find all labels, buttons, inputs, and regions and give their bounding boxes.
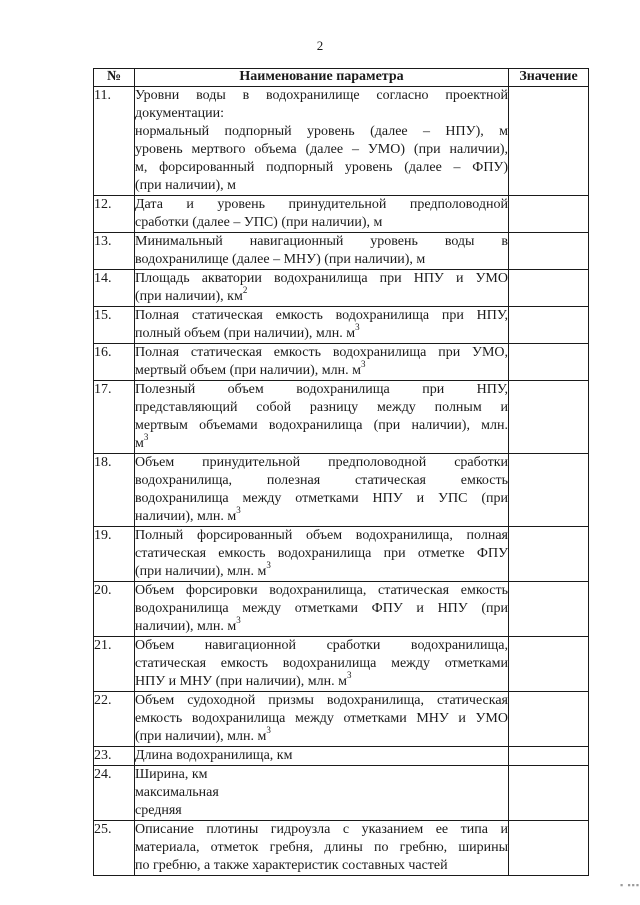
parameter-text: мертвым объемами водохранилища (при наличии), млн. [135, 418, 508, 433]
parameter-text: мертвый объем (при наличии), млн. м [135, 363, 361, 378]
parameter-text: Ширина, км [135, 767, 208, 782]
table-row [94, 344, 589, 381]
parameter-text: водохранилище (далее – МНУ) (при наличии), м [135, 252, 426, 267]
parameter-text-line [135, 655, 508, 673]
parameter-name [135, 270, 509, 307]
table-row [94, 692, 589, 747]
parameter-text-line [135, 527, 508, 545]
parameter-text: Описание плотины гидроузла с указанием ее типа и [135, 822, 508, 837]
parameter-text: нормальный подпорный уровень (далее – НПУ), м [135, 124, 508, 139]
parameter-text: (при наличии), м [135, 178, 237, 193]
parameter-text-line [135, 105, 508, 123]
parameter-text-line [135, 725, 508, 746]
parameter-text-line [135, 600, 508, 618]
parameter-value-cell[interactable] [509, 196, 589, 233]
parameter-text-line [135, 399, 508, 417]
row-number: 24. [94, 766, 135, 821]
parameter-text: (при наличии), км [135, 289, 243, 304]
table-row [94, 307, 589, 344]
parameter-name [135, 582, 509, 637]
parameter-text-line [135, 285, 508, 306]
parameter-text-line [135, 802, 508, 820]
parameter-value-cell[interactable] [509, 821, 589, 876]
parameter-text-line [135, 692, 508, 710]
row-number: 17. [94, 381, 135, 454]
parameter-text-line [135, 670, 508, 691]
parameter-text: наличии), млн. м [135, 509, 237, 524]
unit-superscript: 3 [236, 615, 241, 626]
parameter-text-line [135, 821, 508, 839]
parameter-text: Полная статическая емкость водохранилища при УМО, [135, 345, 508, 360]
row-number: 20. [94, 582, 135, 637]
unit-superscript: 3 [360, 359, 366, 370]
parameter-text: сработки (далее – УПС) (при наличии), м [135, 215, 383, 230]
row-number: 11. [94, 87, 135, 196]
parameter-text-line [135, 359, 508, 380]
unit-superscript: 2 [242, 285, 248, 296]
parameter-text: м [135, 436, 144, 451]
parameter-text-line [135, 270, 508, 288]
parameter-name [135, 233, 509, 270]
parameter-text: наличии), млн. м [135, 619, 237, 634]
row-number: 13. [94, 233, 135, 270]
parameter-text-line [135, 582, 508, 600]
parameter-text-line [135, 214, 508, 232]
parameter-name [135, 454, 509, 527]
unit-superscript: 3 [266, 725, 271, 736]
row-number: 15. [94, 307, 135, 344]
parameter-text: Объем навигационной сработки водохранилища, [135, 638, 508, 653]
table-row [94, 196, 589, 233]
parameter-text-line [135, 123, 508, 141]
unit-superscript: 3 [236, 505, 241, 516]
parameter-value-cell[interactable] [509, 307, 589, 344]
row-number: 16. [94, 344, 135, 381]
parameter-value-cell[interactable] [509, 344, 589, 381]
parameter-text: статическая емкость водохранилища при отметке ФПУ [135, 546, 508, 561]
parameter-value-cell[interactable] [509, 766, 589, 821]
parameter-value-cell[interactable] [509, 637, 589, 692]
parameter-text-line [135, 87, 508, 105]
parameter-text: Дата и уровень принудительной предполоводной [135, 197, 508, 212]
table-row [94, 270, 589, 307]
parameter-name [135, 87, 509, 196]
table-row [94, 454, 589, 527]
parameters-table [93, 68, 589, 876]
unit-superscript: 3 [143, 432, 149, 443]
parameter-text-line [135, 177, 508, 195]
parameter-text: Уровни воды в водохранилище согласно проектной [135, 88, 508, 103]
column-header-parameter: Наименование параметра [135, 69, 509, 87]
parameter-text-line [135, 322, 508, 343]
table-row [94, 87, 589, 196]
parameter-value-cell[interactable] [509, 527, 589, 582]
table-row [94, 582, 589, 637]
parameter-text: Площадь акватории водохранилища при НПУ и УМО [135, 271, 508, 286]
parameter-value-cell[interactable] [509, 87, 589, 196]
parameter-text-line [135, 560, 508, 581]
parameter-name [135, 527, 509, 582]
parameter-text: уровень мертвого объема (далее – УМО) (при наличии), [135, 142, 508, 157]
table-row [94, 233, 589, 270]
parameter-text-line [135, 839, 508, 857]
table-row [94, 527, 589, 582]
parameter-text-line [135, 381, 508, 399]
parameter-text-line [135, 432, 508, 453]
parameter-name [135, 344, 509, 381]
parameter-text-line [135, 615, 508, 636]
row-number: 25. [94, 821, 135, 876]
parameter-text: (при наличии), млн. м [135, 729, 267, 744]
parameter-value-cell[interactable] [509, 381, 589, 454]
parameter-text: Полезный объем водохранилища при НПУ, [135, 382, 508, 397]
parameter-value-cell[interactable] [509, 747, 589, 766]
parameter-text: по гребню, а также характеристик составных частей [135, 858, 448, 873]
parameter-text-line [135, 251, 508, 269]
parameter-value-cell[interactable] [509, 692, 589, 747]
page-number: 2 [316, 38, 324, 53]
parameter-text: Длина водохранилища, км [135, 748, 293, 763]
parameter-name [135, 381, 509, 454]
table-row [94, 766, 589, 821]
unit-superscript: 3 [346, 670, 352, 681]
column-header-number: № [94, 69, 135, 87]
parameter-value-cell[interactable] [509, 233, 589, 270]
parameter-value-cell[interactable] [509, 270, 589, 307]
parameter-text-line [135, 766, 508, 784]
parameter-text: водохранилища между отметками ФПУ и НПУ (при [135, 601, 508, 616]
parameter-text-line [135, 344, 508, 362]
parameter-text: материала, отметок гребня, длины по гребню, ширины [135, 840, 508, 855]
unit-superscript: 3 [266, 560, 271, 571]
parameter-text: (при наличии), млн. м [135, 564, 267, 579]
row-number: 19. [94, 527, 135, 582]
parameter-text-line [135, 159, 508, 177]
table-header-row [94, 69, 589, 87]
parameter-text-line [135, 454, 508, 472]
parameter-text-line [135, 747, 508, 765]
parameter-text: м, форсированный подпорный уровень (далее – ФПУ) [135, 160, 508, 175]
parameter-name [135, 766, 509, 821]
table-row [94, 381, 589, 454]
row-number: 22. [94, 692, 135, 747]
parameter-text: полный объем (при наличии), млн. м [135, 326, 356, 341]
parameter-value-cell[interactable] [509, 582, 589, 637]
parameter-text: статическая емкость водохранилища между отметками [135, 656, 508, 671]
parameter-text: средняя [135, 803, 182, 818]
parameter-value-cell[interactable] [509, 454, 589, 527]
parameter-text: Минимальный навигационный уровень воды в [135, 234, 508, 249]
parameter-name [135, 307, 509, 344]
parameter-text: НПУ и МНУ (при наличии), млн. м [135, 674, 347, 689]
parameter-text-line [135, 417, 508, 435]
parameter-text: максимальная [135, 785, 219, 800]
column-header-value: Значение [509, 69, 589, 87]
parameter-name [135, 821, 509, 876]
row-number: 18. [94, 454, 135, 527]
parameter-text: представляющий собой разницу между полным и [135, 400, 508, 415]
parameter-text: Полный форсированный объем водохранилища, полная [135, 528, 508, 543]
parameter-text: документации: [135, 106, 224, 121]
row-number: 21. [94, 637, 135, 692]
parameter-text: Объем судоходной призмы водохранилища, статическая [135, 693, 508, 708]
parameter-text-line [135, 307, 508, 325]
parameter-text-line [135, 505, 508, 526]
parameter-text-line [135, 472, 508, 490]
parameter-text-line [135, 637, 508, 655]
parameter-text: Объем принудительной предполоводной сработки [135, 455, 508, 470]
table-row [94, 637, 589, 692]
parameter-name [135, 196, 509, 233]
parameter-text: емкость водохранилища между отметками МНУ и УМО [135, 711, 508, 726]
scan-edge-mark: ▪ ▪▪▪ [620, 880, 640, 890]
parameter-text: водохранилища между отметками НПУ и УПС (при [135, 491, 508, 506]
parameter-text: Объем форсировки водохранилища, статическая емкость [135, 583, 508, 598]
parameter-text-line [135, 857, 508, 875]
parameter-text: водохранилища, полезная статическая емкость [135, 473, 508, 488]
parameter-text-line [135, 233, 508, 251]
parameter-text-line [135, 545, 508, 563]
row-number: 23. [94, 747, 135, 766]
table-row [94, 747, 589, 766]
parameter-text-line [135, 196, 508, 214]
parameter-name [135, 692, 509, 747]
parameter-text-line [135, 490, 508, 508]
unit-superscript: 3 [355, 322, 360, 333]
parameter-text: Полная статическая емкость водохранилища при НПУ, [135, 308, 508, 323]
table-row [94, 821, 589, 876]
parameter-name [135, 747, 509, 766]
parameter-text-line [135, 141, 508, 159]
parameter-name [135, 637, 509, 692]
parameter-text-line [135, 784, 508, 802]
row-number: 14. [94, 270, 135, 307]
row-number: 12. [94, 196, 135, 233]
parameter-text-line [135, 710, 508, 728]
